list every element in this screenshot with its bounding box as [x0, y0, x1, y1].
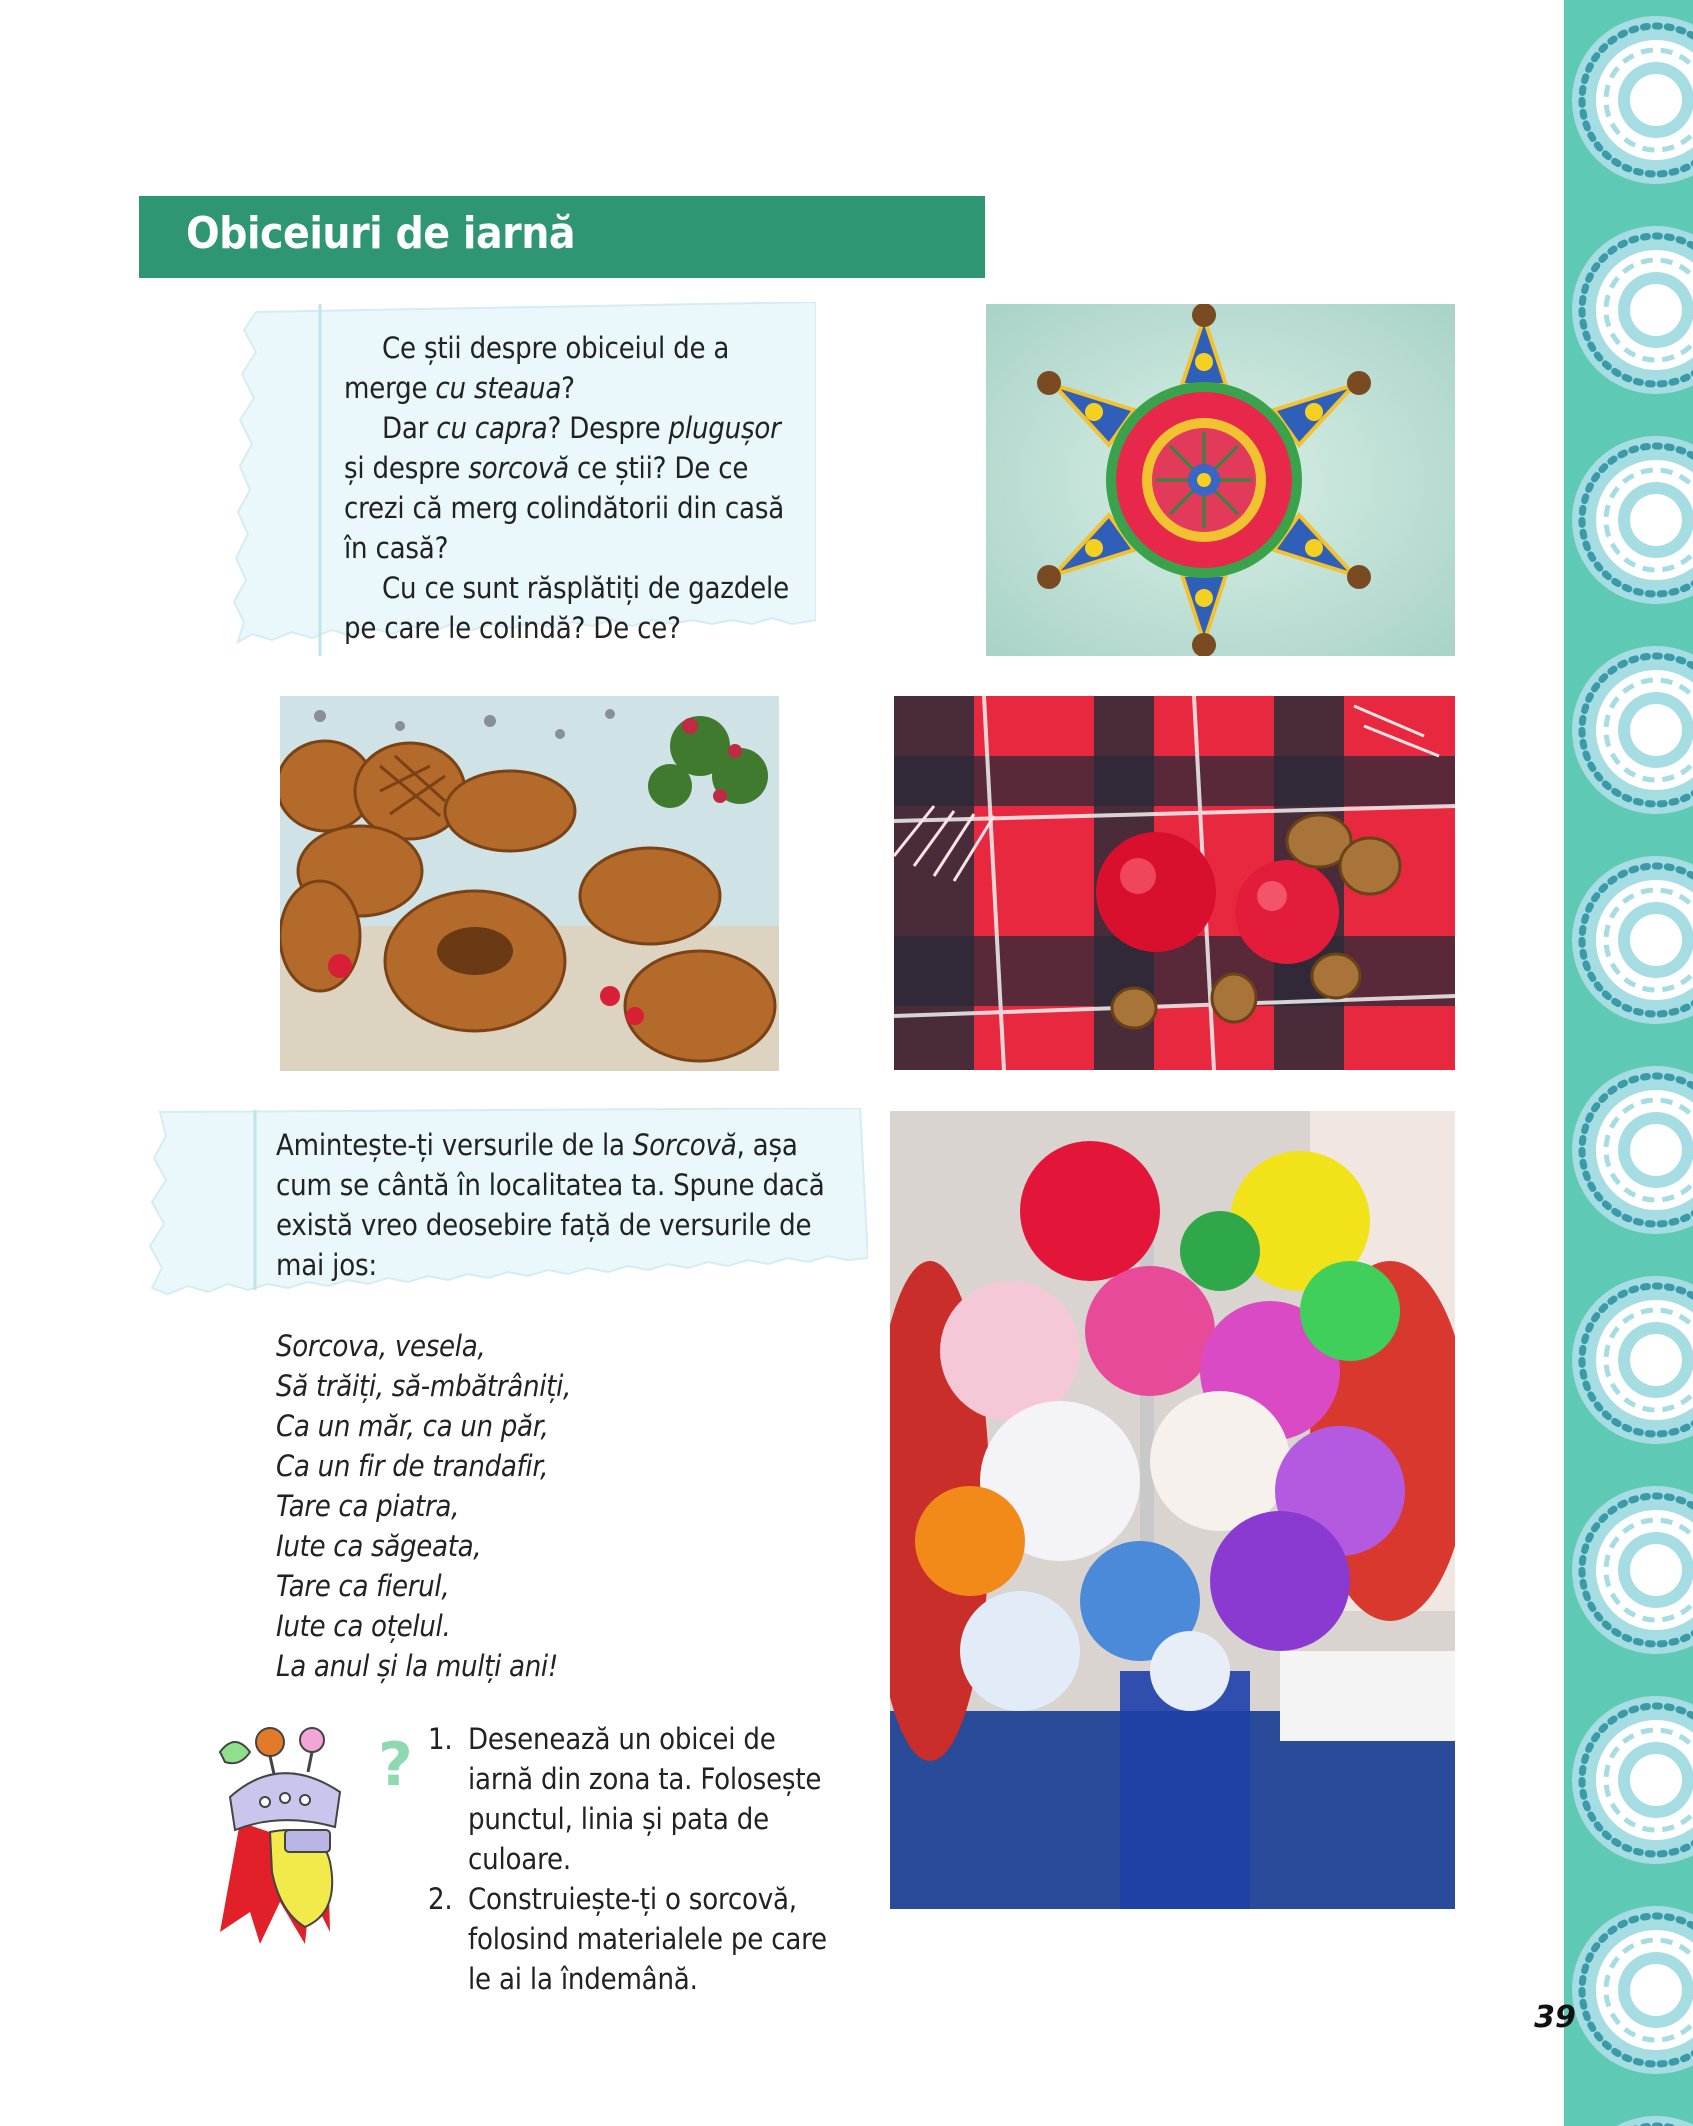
- poem-line: Iute ca săgeata,: [276, 1529, 482, 1563]
- poem-line: Tare ca piatra,: [276, 1489, 460, 1523]
- sorcova-text-italic: Sorcovă: [632, 1128, 737, 1162]
- sorcova-text: , așa cum se cântă în localitatea ta. Spune dacă există vreo deosebire față de versurile de mai jos:: [276, 1128, 825, 1282]
- page-title: Obiceiuri de iarnă: [186, 208, 576, 259]
- poem-line: Tare ca fierul,: [276, 1569, 450, 1603]
- sorcova-instruction-text: [276, 1125, 856, 1285]
- sorcova-poem: [276, 1326, 836, 1686]
- circle-pattern-icon: [1564, 0, 1693, 2126]
- photo-christmas-star: [986, 304, 1455, 656]
- question-mark-icon: ?: [378, 1730, 413, 1800]
- task-number: 1.: [428, 1722, 453, 1756]
- page-number: 39: [1534, 2000, 1576, 2035]
- sorcova-text: Amintește-ți versurile de la: [276, 1128, 633, 1162]
- apples-walnuts-icon: [894, 696, 1455, 1070]
- photo-apples-walnuts: [894, 696, 1455, 1070]
- sorcova-flowers-icon: [890, 1111, 1455, 1909]
- intro-text-italic: plugușor: [668, 411, 781, 445]
- intro-text-italic: cu capra: [436, 411, 548, 445]
- task-list: [428, 1719, 848, 1999]
- task-item: [428, 1879, 848, 1999]
- photo-festive-bread: [280, 696, 779, 1071]
- intro-paragraph-1: [344, 328, 804, 408]
- intro-question-note: [232, 302, 816, 660]
- intro-paragraph-2: [344, 408, 804, 568]
- intro-text-italic: cu steaua: [435, 371, 562, 405]
- intro-text: ?: [561, 371, 575, 405]
- robot-helmet-girl-icon: [210, 1712, 370, 1944]
- intro-text: Dar: [382, 411, 437, 445]
- mascot-illustration: [210, 1712, 413, 1944]
- intro-text: Ce știi despre obiceiul de a merge: [344, 331, 730, 405]
- task-item: [428, 1719, 848, 1879]
- poem-line: Să trăiți, să-mbătrâniți,: [276, 1369, 572, 1403]
- intro-text: ? Despre: [547, 411, 669, 445]
- sorcova-instruction-note: [148, 1108, 868, 1296]
- poem-line: La anul și la mulți ani!: [276, 1649, 559, 1683]
- poem-line: Ca un măr, ca un păr,: [276, 1409, 549, 1443]
- poem-line: Sorcova, vesela,: [276, 1329, 486, 1363]
- intro-text: ce știi? De ce crezi că merg colindătorii din casă în casă?: [344, 451, 784, 565]
- photo-sorcova: [890, 1111, 1455, 1909]
- task-text: Construiește-ți o sorcovă, folosind materialele pe care le ai la îndemână.: [468, 1882, 827, 1996]
- poem-line: Iute ca oțelul.: [276, 1609, 451, 1643]
- intro-paragraph-3: Cu ce sunt răsplătiți de gazdele pe care le colindă? De ce?: [344, 571, 789, 645]
- christmas-star-icon: [986, 304, 1455, 656]
- festive-bread-icon: [280, 696, 779, 1071]
- title-bar: [139, 196, 985, 278]
- intro-text: și despre: [344, 451, 469, 485]
- task-number: 2.: [428, 1882, 453, 1916]
- poem-line: Ca un fir de trandafir,: [276, 1449, 549, 1483]
- task-text: Desenează un obicei de iarnă din zona ta. Folosește punctul, linia și pata de culoare.: [468, 1722, 822, 1876]
- intro-text-italic: sorcovă: [468, 451, 569, 485]
- decorative-side-border: [1564, 0, 1693, 2126]
